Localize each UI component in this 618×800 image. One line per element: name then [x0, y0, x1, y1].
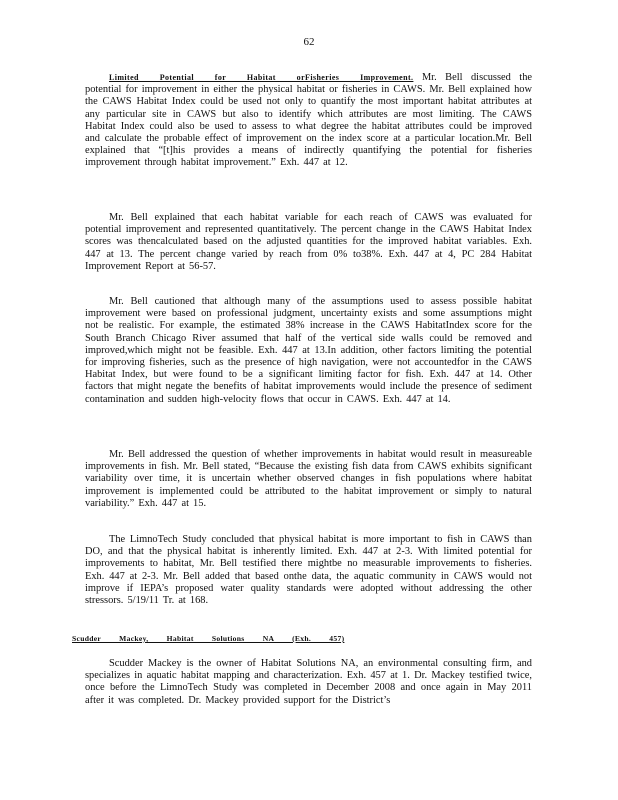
paragraph-scudder-mackey	[85, 658, 532, 707]
section-heading: Scudder Mackey, Habitat Solutions NA (Exh. 457)	[72, 634, 345, 643]
paragraph-text: Mr. Bell addressed the question of whether improvements in habitat would result in measureable improvements in fish. Mr. Bell stated, “Because the existing fish data from CAWS exhibits significant variability over time, it is uncertain whether observed changes in fish populations where habitat improvement is implemented could be attributed to the habitat improvement or simply to natural variability.” Exh. 447 at 15.	[85, 449, 532, 509]
paragraph-text: Mr. Bell discussed the potential for improvement in either the physical habitat or fisheries in CAWS. Mr. Bell explained how the CAWS Habitat Index could be used not only to quantify the most important habitat attributes at any particular site in CAWS but also to identify which attributes are most limiting. The CAWS Habitat Index could also be used to assess to what degree the habitat attributes could be improved and calculate the probable effect of improvement on the index score at a particular location.Mr. Bell explained that “[t]his provides a means of indirectly quantifying the potential for fisheries improvement through habitat improvement.” Exh. 447 at 12.	[85, 72, 533, 169]
page-number: 62	[303, 36, 315, 48]
paragraph-heading: Limited Potential for Habitat orFisheries Improvement.	[109, 73, 414, 82]
paragraph-habitat-variables	[85, 212, 532, 273]
paragraph-limnotech-conclusion	[85, 534, 532, 607]
paragraph-assumptions	[85, 296, 532, 406]
paragraph-text: Mr. Bell explained that each habitat variable for each reach of CAWS was evaluated for potential improvement and represented quantitatively. The percent change in the CAWS Habitat Index scores was thencalculated based on the adjusted quantities for the improved habitat variables. Exh. 447 at 13. The percent change varied by reach from 0% to38%. Exh. 447 at 4, PC 284 Habitat Improvement Report at 56-57.	[85, 212, 532, 272]
paragraph-limited-potential	[85, 72, 532, 170]
paragraph-measureable-improvements	[85, 449, 532, 510]
paragraph-text: Scudder Mackey is the owner of Habitat Solutions NA, an environmental consulting firm, and specializes in aquatic habitat mapping and characterization. Exh. 457 at 1. Dr. Mackey testified twice, once before the LimnoTech Study was completed in December 2008 and once again in May 2011 after it was completed. Dr. Mackey provided support for the District’s	[85, 658, 532, 706]
paragraph-text: The LimnoTech Study concluded that physical habitat is more important to fish in CAWS than DO, and that the physical habitat is inherently limited. Exh. 447 at 2-3. With limited potential for improvements to habitat, Mr. Bell testified there mightbe no measurable improvements to fisheries. Exh. 447 at 2-3. Mr. Bell added that based onthe data, the aquatic community in CAWS would not improve if IEPA’s proposed water quality standards were adopted without addressing the other stressors. 5/19/11 Tr. at 168.	[85, 534, 532, 607]
paragraph-text: Mr. Bell cautioned that although many of the assumptions used to assess possible habitat improvement were based on professional judgment, uncertainty exists and some assumptions might not be realistic. For example, the estimated 38% increase in the CAWS HabitatIndex score for the South Branch Chicago River assumed that half of the vertical side walls could be removed and improved,which might not be feasible. Exh. 447 at 13.In addition, other factors limiting the potential for improving fisheries, such as the presence of high navigation, were not accountedfor in the CAWS Habitat Index, but were found to be a significant limiting factor for fish. Exh. 447 at 14. Other factors that might negate the benefits of habitat improvements would include the presence of sediment contamination and sudden high-velocity flows that occur in CAWS. Exh. 447 at 14.	[85, 296, 532, 405]
